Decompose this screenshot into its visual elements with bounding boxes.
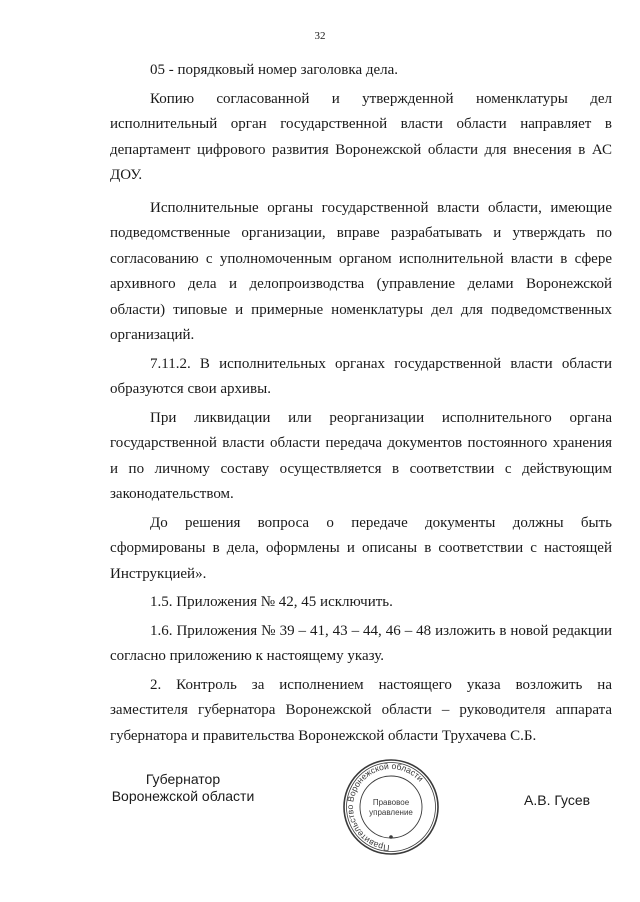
official-seal <box>341 757 441 857</box>
signatory-position-line: Воронежской области <box>111 788 255 804</box>
paragraph: 1.5. Приложения № 42, 45 исключить. <box>150 594 393 610</box>
document-body <box>110 58 612 749</box>
paragraph: До решения вопроса о передаче документы должны быть сформированы в дела, оформлены и описаны в соответствии с настоящей Инструкцией». <box>110 514 612 582</box>
page-number: 32 <box>314 30 326 42</box>
paragraph: При ликвидации или реорганизации исполнительного органа государственной власти области передача документов постоянного хранения и по личному составу осуществляется в соответствии с действующим законодательством. <box>110 409 612 502</box>
paragraph: Исполнительные органы государственной власти области, имеющие подведомственные организации, вправе разрабатывать и утверждать по согласованию с уполномоченным органом исполнительной власти в сфере архивного дела и делопроизводства (управление делами Воронежской области) типовые и примерные номенклатуры дел для подведомственных организаций. <box>110 199 612 343</box>
paragraph: 1.6. Приложения № 39 – 41, 43 – 44, 46 – 48 изложить в новой редакции согласно приложению к настоящему указу. <box>110 622 612 664</box>
seal-dot <box>389 835 393 839</box>
signatory-position-line: Губернатор <box>145 771 221 787</box>
paragraph: Копию согласованной и утвержденной номенклатуры дел исполнительный орган государственной власти области направляет в департамент цифрового развития Воронежской области для внесения в АС ДОУ. <box>110 90 612 183</box>
seal-center-line: Правовое <box>372 798 410 807</box>
seal-ring-text: Правительство Воронежской области <box>344 760 426 854</box>
seal-center-line: управление <box>369 808 413 817</box>
signatory-position <box>108 771 258 805</box>
paragraph: 05 - порядковый номер заголовка дела. <box>150 62 399 78</box>
signatory-name: А.В. Гусев <box>524 792 591 808</box>
paragraph: 7.11.2. В исполнительных органах государственной власти области образуются свои архивы. <box>110 355 612 397</box>
paragraph: 2. Контроль за исполнением настоящего указа возложить на заместителя губернатора Воронежской области – руководителя аппарата губернатора и правительства Воронежской области Трухачева С.Б. <box>110 676 612 744</box>
